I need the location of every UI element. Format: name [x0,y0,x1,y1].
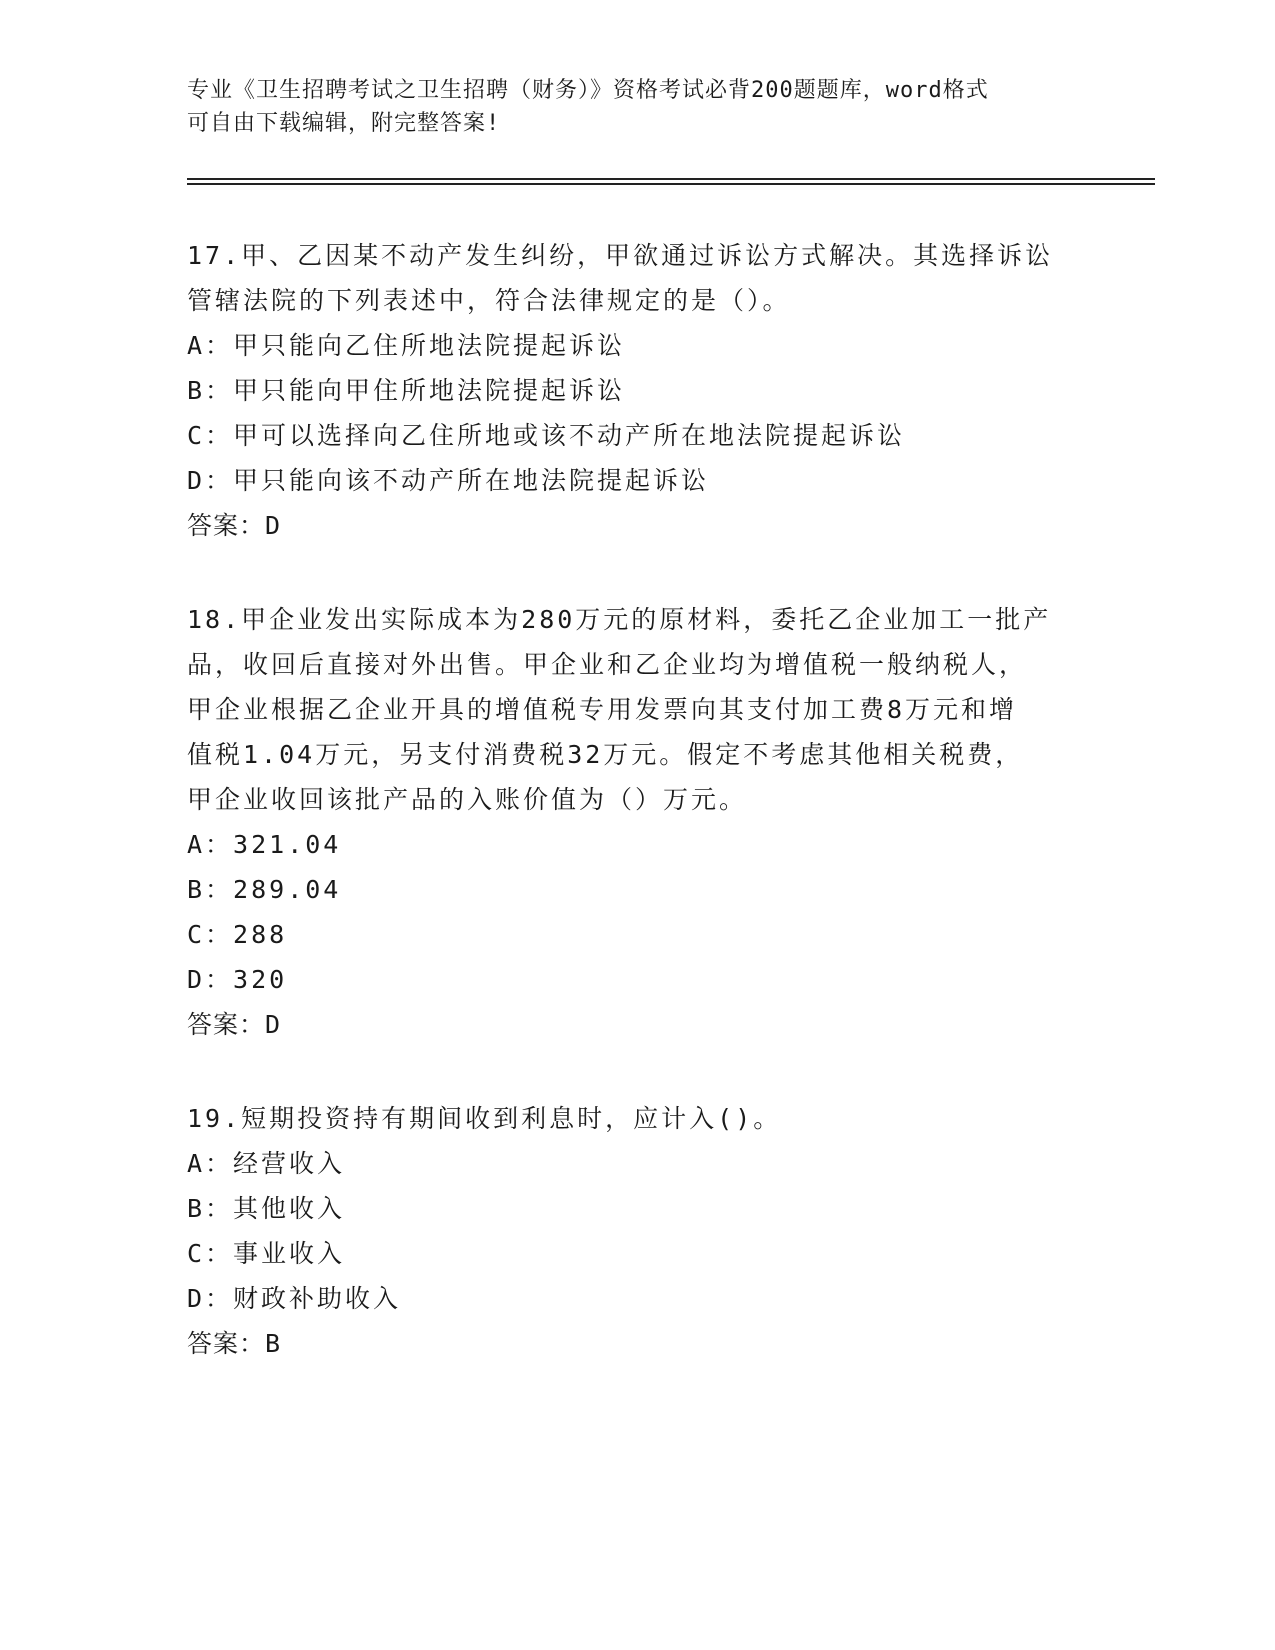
option-c: C：事业收入 [187,1239,346,1268]
answer-value: D [265,511,282,540]
option-c: C：288 [187,920,288,949]
document-header [187,74,1087,140]
question-stem-line: 品，收回后直接对外出售。甲企业和乙企业均为增值税一般纳税人， [187,650,1028,679]
option-c: C：甲可以选择向乙住所地或该不动产所在地法院提起诉讼 [187,421,906,450]
option-b: B：289.04 [187,875,342,904]
header-divider-bottom [187,183,1155,185]
question-stem-line: 管辖法院的下列表述中，符合法律规定的是（）。 [187,286,791,315]
answer-line [187,1321,1087,1366]
header-line-2: 可自由下载编辑，附完整答案! [187,111,501,136]
option-a: A：321.04 [187,830,342,859]
option-a: A：经营收入 [187,1149,346,1178]
question-stem-line: 19.短期投资持有期间收到利息时，应计入()。 [187,1104,782,1133]
answer-value: D [265,1010,282,1039]
answer-value: B [265,1329,282,1358]
question-stem-line: 值税1.04万元，另支付消费税32万元。假定不考虑其他相关税费， [187,740,1024,769]
question-17 [187,233,1087,548]
answer-label: 答案： [187,1010,266,1039]
option-a: A：甲只能向乙住所地法院提起诉讼 [187,331,626,360]
question-19 [187,1096,1087,1366]
answer-line [187,1002,1087,1047]
answer-line [187,503,1087,548]
question-stem-line: 18.甲企业发出实际成本为280万元的原材料，委托乙企业加工一批产 [187,605,1052,634]
answer-label: 答案： [187,511,266,540]
header-line-1: 专业《卫生招聘考试之卫生招聘（财务）》资格考试必背200题题库，word格式 [187,78,989,103]
option-d: D：财政补助收入 [187,1284,402,1313]
question-stem-line: 17.甲、乙因某不动产发生纠纷，甲欲通过诉讼方式解决。其选择诉讼 [187,241,1054,270]
header-divider-top [187,178,1155,180]
question-stem-line: 甲企业收回该批产品的入账价值为（）万元。 [187,785,748,814]
option-d: D：甲只能向该不动产所在地法院提起诉讼 [187,466,710,495]
option-b: B：其他收入 [187,1194,346,1223]
option-d: D：320 [187,965,288,994]
question-18 [187,597,1087,1047]
question-stem-line: 甲企业根据乙企业开具的增值税专用发票向其支付加工费8万元和增 [187,695,1018,724]
option-b: B：甲只能向甲住所地法院提起诉讼 [187,376,626,405]
answer-label: 答案： [187,1329,266,1358]
